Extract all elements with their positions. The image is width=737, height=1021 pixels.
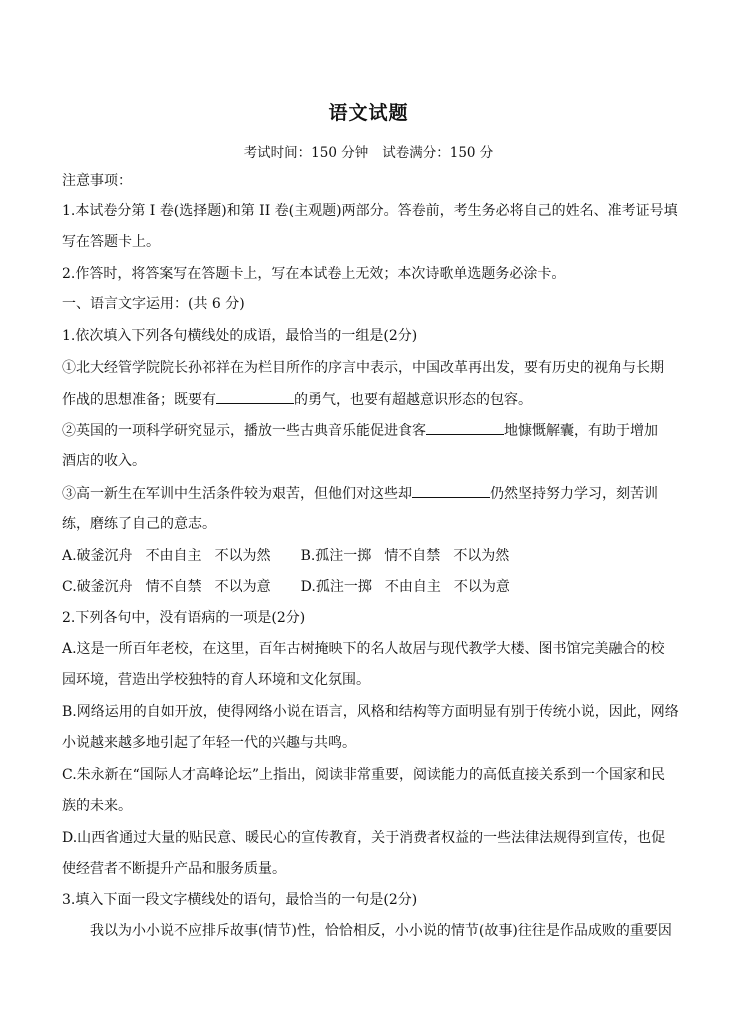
page-title: 语文试题: [328, 102, 409, 124]
q2-option-a-line-1: A.这是一所百年老校，在这里，百年古树掩映下的名人故居与现代教学大楼、图书馆完美融合的校: [62, 641, 665, 657]
q1-option-c: [62, 577, 271, 597]
q2-option-d-line-2: 使经营者不断提升产品和服务质量。: [62, 861, 286, 877]
q2-option-c-line-2: 族的未来。: [62, 798, 132, 814]
q1-sentence-2-line-2: 酒店的收入。: [62, 453, 146, 469]
q1-s3-text-a: ③高一新生在军训中生活条件较为艰苦，但他们对这些却: [62, 486, 412, 502]
notice-item-1-line-1: 1.本试卷分第 I 卷(选择题)和第 II 卷(主观题)两部分。答卷前，考生务必将自己的姓名、准考证号填: [62, 203, 678, 219]
q1-options-row-1: [62, 546, 682, 566]
exam-score: 试卷满分：150 分: [382, 145, 494, 161]
q2-option-c-line-1: C.朱永新在“国际人才高峰论坛”上指出，阅读非常重要，阅读能力的高低直接关系到一个国家和民: [62, 767, 665, 783]
q1-option-c-3: 不以为意: [214, 579, 271, 595]
q1-sentence-3-line-2: 练，磨练了自己的意志。: [62, 516, 216, 532]
q1-option-d-2: 不由自主: [384, 579, 441, 595]
q1-option-d-1: D.孤注一掷: [300, 579, 372, 595]
q1-s2-text-b: 地慷慨解囊，有助于增加: [504, 423, 658, 439]
exam-info: [0, 141, 737, 161]
q1-option-b-1: B.孤注一掷: [300, 548, 372, 564]
section-1-heading: 一、语言文字运用：(共 6 分): [62, 296, 245, 312]
notice-heading: 注意事项：: [62, 173, 132, 189]
q1-option-a-3: 不以为然: [214, 548, 271, 564]
q1-option-a: [62, 546, 271, 566]
q2-option-d-line-1: D.山西省通过大量的贴民意、暖民心的宣传教育，关于消费者权益的一些法律法规得到宣传，也促: [62, 830, 666, 846]
q2-option-a-line-2: 园环境，营造出学校独特的育人环境和文化氛围。: [62, 672, 370, 688]
q1-sentence-2-line-1: [62, 420, 682, 441]
exam-time: 考试时间：150 分钟: [243, 145, 369, 161]
q2-option-b-line-1: B.网络运用的自如开放，使得网络小说在语言，风格和结构等方面明显有别于传统小说，因此，网络: [62, 704, 679, 720]
q1-option-a-1: A.破釜沉舟: [62, 548, 133, 564]
q1-option-b-3: 不以为然: [453, 548, 510, 564]
q1-option-c-2: 情不自禁: [145, 579, 202, 595]
q1-s1-text-a: 作战的思想准备；既要有: [62, 392, 216, 408]
q3-paragraph-line-1: 我以为小小说不应排斥故事(情节)性，恰恰相反，小小说的情节(故事)往往是作品成败的重要因: [90, 923, 672, 939]
q1-sentence-1-line-2: [62, 389, 682, 410]
q1-option-b-2: 情不自禁: [384, 548, 441, 564]
notice-item-2: 2.作答时，将答案写在答题卡上，写在本试卷上无效；本次诗歌单选题务必涂卡。: [62, 266, 566, 282]
q1-option-d-3: 不以为意: [453, 579, 510, 595]
q1-stem: 1.依次填入下列各句横线处的成语，最恰当的一组是(2分): [62, 328, 418, 344]
q1-options-row-2: [62, 577, 682, 597]
q3-stem: 3.填入下面一段文字横线处的语句，最恰当的一句是(2分): [62, 892, 418, 908]
q2-option-b-line-2: 小说越来越多地引起了年轻一代的兴趣与共鸣。: [62, 735, 356, 751]
q1-blank-3: [412, 483, 490, 498]
q1-sentence-3-line-1: [62, 483, 682, 504]
q1-blank-2: [426, 420, 504, 435]
q1-s2-text-a: ②英国的一项科学研究显示，播放一些古典音乐能促进食客: [62, 423, 426, 439]
q1-s1-text-b: 的勇气，也要有超越意识形态的包容。: [294, 392, 532, 408]
q1-sentence-1-line-1: ①北大经管学院院长孙祁祥在为栏目所作的序言中表示，中国改革再出发，要有历史的视角与长期: [62, 360, 664, 376]
notice-item-1-line-2: 写在答题卡上。: [62, 234, 160, 250]
q1-option-c-1: C.破釜沉舟: [62, 579, 133, 595]
q1-option-b: [301, 546, 510, 566]
q1-blank-1: [216, 389, 294, 404]
q1-option-a-2: 不由自主: [145, 548, 202, 564]
q1-option-d: [301, 577, 510, 597]
q2-stem: 2.下列各句中，没有语病的一项是(2分): [62, 610, 306, 626]
q1-s3-text-b: 仍然坚持努力学习，刻苦训: [490, 486, 658, 502]
